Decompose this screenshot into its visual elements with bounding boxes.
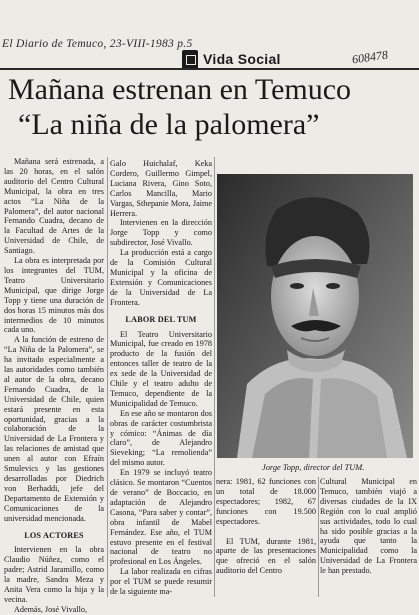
paragraph: Cultural Municipal en Temuco, también viajó a diversas ciudades de la IX Región con lo cual amplió sus actividades, todo lo cual ha sido posible gracias a la ayuda que tanto la Municipalidad como la Universidad de La Frontera le han prestado.: [320, 477, 417, 576]
portrait-photo: [217, 174, 413, 458]
paragraph: La producción está a cargo de la Comisión Cultural Municipal y la oficina de Extensión y Comunicaciones de la Universidad de La Frontera.: [110, 248, 212, 307]
paragraph: Intervienen en la obra Claudio Núñez, como el padre; Astrid Jaramillo, como la madre, Sandra Meza y Anita Vera como la hija y la vecina.: [4, 545, 104, 604]
paragraph: La labor realizada en cifras por el TUM se puede resumir de la siguiente ma-: [110, 567, 212, 597]
subheading-labor-del-tum: LABOR DEL TUM: [125, 314, 197, 324]
column-divider: [318, 477, 319, 597]
paragraph: El TUM, durante 1981, aparte de las presentaciones que ofreció en el salón auditorio del Centro: [216, 536, 316, 576]
header-rule: [0, 68, 419, 70]
paragraph: nera: 1981, 62 funciones con un total de 18.000 espectadores; 1982, 67 funciones con 19.500 espectadores.: [216, 477, 316, 526]
paragraph: Intervienen en la dirección Jorge Topp y como subdirector, José Vivallo.: [110, 218, 212, 248]
column-2: [110, 159, 212, 597]
handwritten-source-note: El Diario de Temuco, 23-VIII-1983 p.5: [2, 38, 193, 50]
paragraph: Mañana será estrenada, a las 20 horas, en el salón auditorio del Centro Cultural Municipal, la obra en tres actos “La Niña de la Palomera”, del autor nacional Fernando Cuadra, decano de la Facultad de Artes de la Universidad de Chile, de Santiago.: [4, 157, 104, 256]
section-title: Vida Social: [203, 51, 281, 67]
column-1: [4, 157, 104, 614]
subheading-los-actores: LOS ACTORES: [24, 530, 84, 540]
article-headline: [8, 72, 418, 142]
headline-line-2: “La niña de la palomera”: [18, 108, 320, 141]
newspaper-logo-icon: [182, 50, 198, 70]
column-divider: [107, 157, 108, 597]
headline-line-1: Mañana estrenan en Temuco: [8, 73, 352, 106]
archive-id-number: 608478: [351, 47, 389, 67]
paragraph: La obra es interpretada por los integrantes del TUM, Teatro Universitario Municipal, que dirige Jorge Topp y tiene una duración de dos horas 15 minutos más dos intermedios de 10 minutos cada uno.: [4, 256, 104, 335]
paragraph: A la función de estreno de “La Niña de la Palomera”, se ha invitado especialmente a las autoridades como también al autor de la obra, decano Fernando Cuadra, de la Universidad de Chile, quien estará presente en esta oportunidad, gracias a la colaboración de la Universidad de La Frontera y las relaciones de amistad que unen al autor con Efraín Smulevics y las gestiones desarrolladas por Diedrich von Berhaddi, jefe del Departamento de Extensión y Comunicaciones de la universidad mencionada.: [4, 335, 104, 523]
column-divider: [214, 157, 215, 597]
paragraph: Galo Huichalaf, Keka Cordero, Guillermo Gimpel, Luciana Rivera, Gino Soto, Carlos Mancilla, Mario Vargas, Sthepanie Mora, Jaime Herrera.: [110, 159, 212, 218]
paragraph: En 1979 se incluyó teatro clásico. Se montaron “Cuentos de verano” de Boccacio, en adaptación de Alejandro Casona, “Para saber y contar”, obra infantil de Mabel Fernández. Ese año, el TUM estuvo presente en el festival nacional de teatro no profesional en Los Ángeles.: [110, 468, 212, 567]
paragraph: Además, José Vivallo,: [14, 604, 88, 614]
paragraph: En ese año se montaron dos obras de carácter costumbrista y cómico: “Ánimas de día claro”, de Alejandro Sieveking; “La remolienda” del mismo autor.: [110, 408, 212, 468]
paragraph: El Teatro Universitario Municipal, fue creado en 1978 producto de la fusión del entonces taller de teatro de la ex sede de la Universidad de Chile y el teatro adulto de Temuco, dependiente de la Municipalidad de Temuco.: [110, 329, 212, 408]
column-4: [320, 477, 417, 576]
photo-caption: Jorge Topp, director del TUM.: [262, 463, 365, 472]
column-3: [216, 477, 316, 576]
